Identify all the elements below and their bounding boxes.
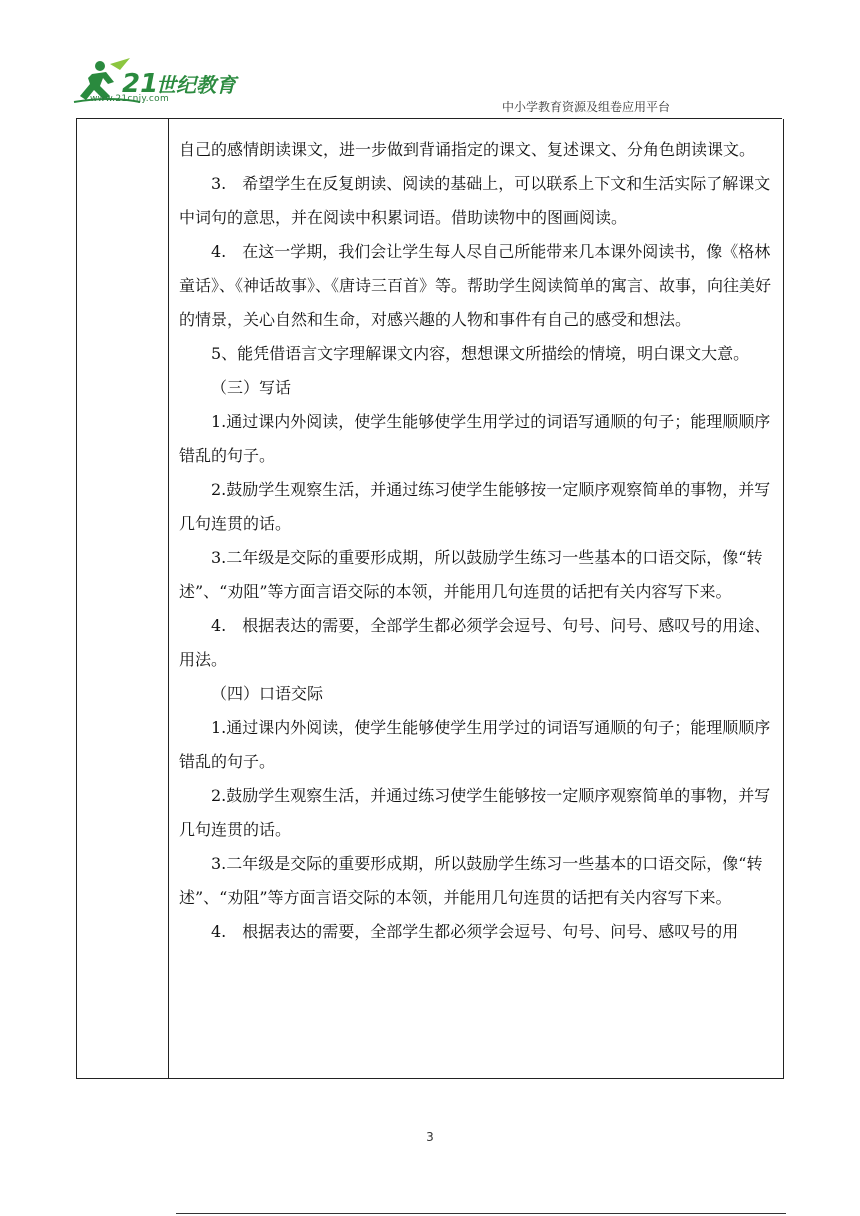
paragraph: 4. 在这一学期，我们会让学生每人尽自己所能带来几本课外阅读书，像《格林童话》、《神话故事》、《唐诗三百首》等。帮助学生阅读简单的寓言、故事，向往美好的情景，关心自然和生命，对感兴趣的人物和事件有自己的感受和想法。 xyxy=(179,242,772,329)
logo-url: www.21cnjy.com xyxy=(90,94,170,104)
page-number: 3 xyxy=(426,1130,434,1144)
paragraph: 1.通过课内外阅读，使学生能够使学生用学过的词语写通顺的句子；能理顺顺序错乱的句子。 xyxy=(179,412,771,465)
footer-rule xyxy=(176,1213,786,1214)
column-divider xyxy=(168,119,169,1078)
logo-text: 世纪教育 xyxy=(156,73,236,97)
paragraph: 1.通过课内外阅读，使学生能够使学生用学过的词语写通顺的句子；能理顺顺序错乱的句子。 xyxy=(179,718,771,771)
section-heading: （三）写话 xyxy=(211,378,292,397)
section-heading: （四）口语交际 xyxy=(211,684,324,703)
page-header xyxy=(0,0,860,120)
paragraph: 3.二年级是交际的重要形成期，所以鼓励学生练习一些基本的口语交际，像“转述”、“劝阻”等方面言语交际的本领，并能用几句连贯的话把有关内容写下来。 xyxy=(179,548,763,601)
svg-text:21: 21 xyxy=(122,69,159,99)
header-subtitle: 中小学教育资源及组卷应用平台 xyxy=(501,100,670,114)
paragraph: 3.二年级是交际的重要形成期，所以鼓励学生练习一些基本的口语交际，像“转述”、“劝阻”等方面言语交际的本领，并能用几句连贯的话把有关内容写下来。 xyxy=(179,854,763,907)
paragraph: 4. 根据表达的需要，全部学生都必须学会逗号、句号、问号、感叹号的用 xyxy=(211,922,739,941)
paragraph: 3. 希望学生在反复朗读、阅读的基础上，可以联系上下文和生活实际了解课文中词句的意思，并在阅读中积累词语。借助读物中的图画阅读。 xyxy=(179,174,771,227)
paragraph: 自己的感情朗读课文，进一步做到背诵指定的课文、复述课文、分角色朗读课文。 xyxy=(179,140,756,159)
paragraph: 5、能凭借语言文字理解课文内容，想想课文所描绘的情境，明白课文大意。 xyxy=(211,344,750,363)
paragraph: 2.鼓励学生观察生活，并通过练习使学生能够按一定顺序观察简单的事物，并写几句连贯的话。 xyxy=(179,480,771,533)
paragraph: 4. 根据表达的需要，全部学生都必须学会逗号、句号、问号、感叹号的用途、用法。 xyxy=(179,616,771,669)
plan-table xyxy=(76,119,784,1079)
paragraph: 2.鼓励学生观察生活，并通过练习使学生能够按一定顺序观察简单的事物，并写几句连贯的话。 xyxy=(179,786,771,839)
table-content-cell xyxy=(179,133,771,949)
